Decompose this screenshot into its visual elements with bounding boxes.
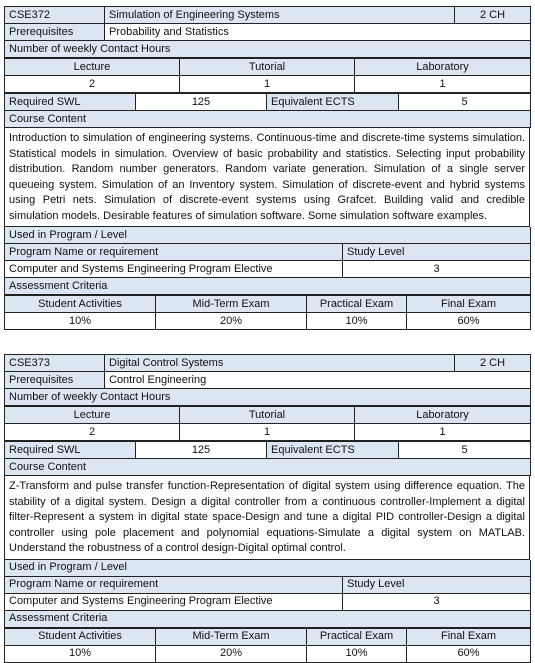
course-content-label: Course Content: [5, 459, 531, 476]
ects-label: Equivalent ECTS: [267, 442, 399, 459]
used-in-label: Used in Program / Level: [5, 560, 531, 577]
required-swl-label: Required SWL: [5, 94, 136, 111]
midterm-exam-label: Mid-Term Exam: [156, 628, 307, 645]
lecture-label: Lecture: [5, 407, 180, 424]
practical-exam-value: 10%: [307, 645, 407, 662]
program-name-label: Program Name or requirement: [5, 244, 343, 261]
workload-table: [4, 93, 531, 128]
used-in-label: Used in Program / Level: [5, 227, 531, 244]
student-activities-label: Student Activities: [5, 296, 156, 313]
required-swl-value: 125: [136, 94, 267, 111]
required-swl-value: 125: [136, 442, 267, 459]
practical-exam-value: 10%: [307, 313, 407, 330]
final-exam-label: Final Exam: [407, 296, 531, 313]
tutorial-label: Tutorial: [180, 407, 355, 424]
midterm-exam-value: 20%: [156, 645, 307, 662]
tutorial-value: 1: [180, 424, 355, 441]
study-level-value: 3: [343, 593, 531, 610]
course-content-text: Introduction to simulation of engineering systems. Continuous-time and discrete-time systems simulation. Statistical models in simulation. Overview of basic probability and statistics. Selecting input probability distribution. Random number generators. Random variate generation. Simulation of a single server queueing system. Simulation of an Inventory system. Simulation of discrete-event and hybrid systems using Petri nets. Simulation of discrete-event systems using Grafcet. Building valid and credible simulation models. Desirable features of simulation software. Some simulation software examples.: [4, 128, 530, 227]
prerequisites-value: Control Engineering: [105, 372, 531, 389]
study-level-label: Study Level: [343, 576, 531, 593]
course-card-cse373: [4, 354, 530, 663]
course-content-text: Z-Transform and pulse transfer function-Representation of digital system using difference equation. The stability of a digital system. Design a digital controller from a continuous controller-Implement a digital filter-Represent a system in digital state space-Design and tune a digital PID controller-Design a digital controller using pole placement and polynomial equations-Simulate a digital system on MATLAB. Understand the robustness of a control design-Digital optimal control.: [4, 476, 530, 560]
ects-value: 5: [399, 94, 531, 111]
assessment-criteria-label: Assessment Criteria: [5, 610, 531, 627]
laboratory-value: 1: [355, 424, 531, 441]
course-header-table: [4, 354, 531, 406]
program-name-value: Computer and Systems Engineering Program Elective: [5, 261, 343, 278]
course-code: CSE372: [5, 7, 105, 24]
practical-exam-label: Practical Exam: [307, 296, 407, 313]
course-code: CSE373: [5, 355, 105, 372]
program-table: [4, 227, 531, 295]
laboratory-value: 1: [355, 76, 531, 93]
midterm-exam-value: 20%: [156, 313, 307, 330]
prerequisites-label: Prerequisites: [5, 372, 105, 389]
course-credits: 2 CH: [455, 7, 531, 24]
final-exam-label: Final Exam: [407, 628, 531, 645]
prerequisites-value: Probability and Statistics: [105, 24, 531, 41]
contact-hours-table: [4, 406, 531, 441]
tutorial-value: 1: [180, 76, 355, 93]
tutorial-label: Tutorial: [180, 59, 355, 76]
program-name-label: Program Name or requirement: [5, 576, 343, 593]
ects-value: 5: [399, 442, 531, 459]
course-card-cse372: [4, 6, 530, 330]
laboratory-label: Laboratory: [355, 59, 531, 76]
contact-hours-label: Number of weekly Contact Hours: [5, 41, 531, 58]
study-level-label: Study Level: [343, 244, 531, 261]
course-title: Digital Control Systems: [105, 355, 455, 372]
laboratory-label: Laboratory: [355, 407, 531, 424]
lecture-value: 2: [5, 424, 180, 441]
final-exam-value: 60%: [407, 313, 531, 330]
course-credits: 2 CH: [455, 355, 531, 372]
required-swl-label: Required SWL: [5, 442, 136, 459]
student-activities-label: Student Activities: [5, 628, 156, 645]
contact-hours-label: Number of weekly Contact Hours: [5, 389, 531, 406]
prerequisites-label: Prerequisites: [5, 24, 105, 41]
workload-table: [4, 441, 531, 476]
midterm-exam-label: Mid-Term Exam: [156, 296, 307, 313]
final-exam-value: 60%: [407, 645, 531, 662]
assessment-table: [4, 295, 531, 330]
program-name-value: Computer and Systems Engineering Program Elective: [5, 593, 343, 610]
ects-label: Equivalent ECTS: [267, 94, 399, 111]
practical-exam-label: Practical Exam: [307, 628, 407, 645]
student-activities-value: 10%: [5, 645, 156, 662]
lecture-label: Lecture: [5, 59, 180, 76]
assessment-table: [4, 628, 531, 663]
contact-hours-table: [4, 58, 531, 93]
student-activities-value: 10%: [5, 313, 156, 330]
study-level-value: 3: [343, 261, 531, 278]
program-table: [4, 560, 531, 628]
course-title: Simulation of Engineering Systems: [105, 7, 455, 24]
assessment-criteria-label: Assessment Criteria: [5, 278, 531, 295]
course-header-table: [4, 6, 531, 58]
lecture-value: 2: [5, 76, 180, 93]
course-content-label: Course Content: [5, 111, 531, 128]
